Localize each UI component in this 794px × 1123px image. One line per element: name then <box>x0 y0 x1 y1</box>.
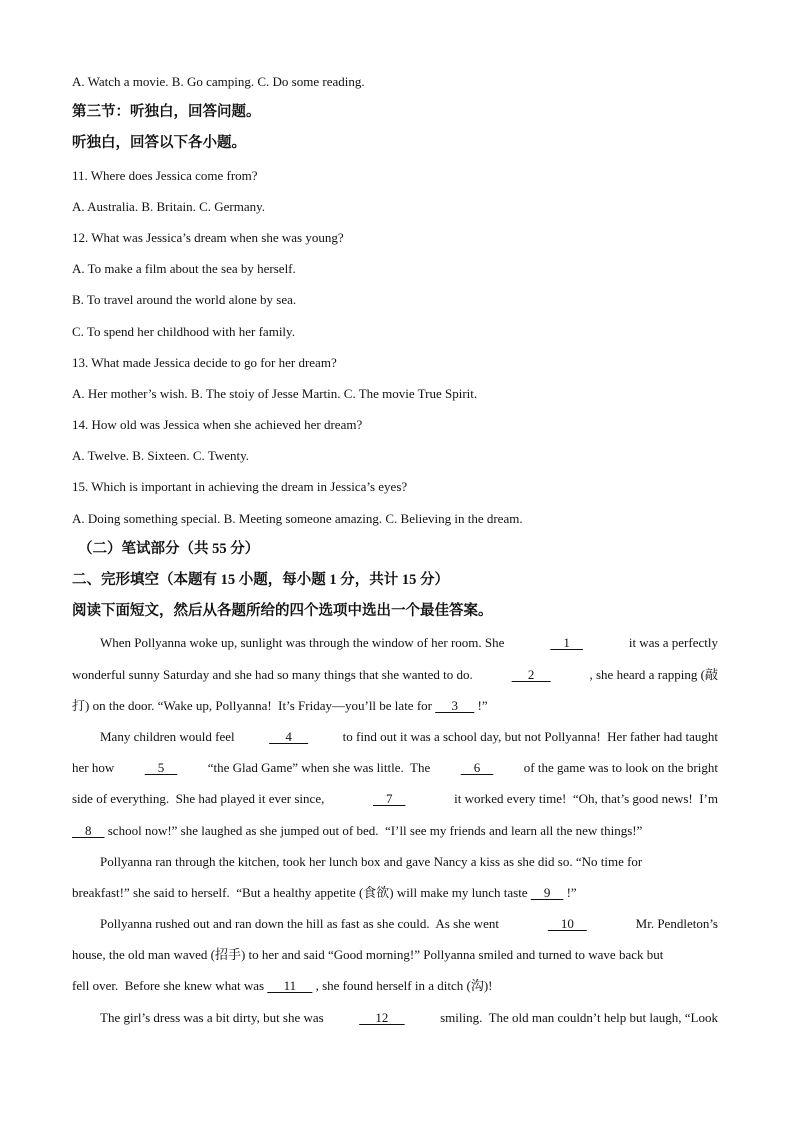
passage-line <box>72 627 718 658</box>
text-line: 听独白，回答以下各小题。 <box>72 135 246 152</box>
text-line: 二、完形填空（本题有 15 小题，每小题 1 分，共计 15 分） <box>72 572 449 588</box>
text-line: 14. How old was Jessica when she achieved her dream? <box>72 417 363 433</box>
passage-text: fell over. Before she knew what was <box>72 978 268 994</box>
passage-text: “the Glad Game” when she was little. The <box>204 760 434 776</box>
passage-text: , she found herself in a ditch (沟)! <box>312 978 493 994</box>
passage-text: Pollyanna ran through the kitchen, took her lunch box and gave Nancy a kiss as she did so. “No time for <box>100 853 643 869</box>
blank-number: 2 <box>511 666 551 682</box>
text-line: B. To travel around the world alone by sea. <box>72 292 297 308</box>
blank-number: 9 <box>530 884 564 900</box>
text-line: 13. What made Jessica decide to go for her dream? <box>72 354 337 370</box>
blank-number: 3 <box>435 697 475 713</box>
text-line: 11. Where does Jessica come from? <box>72 167 258 183</box>
text-line: A. To make a film about the sea by herself. <box>72 261 296 277</box>
passage-line <box>72 690 718 721</box>
passage-line <box>72 659 718 690</box>
blank-number: 8 <box>72 822 105 838</box>
passage-text: The girl’s dress was a bit dirty, but she was <box>100 1009 327 1025</box>
blank-number: 6 <box>460 760 494 776</box>
passage-line <box>72 877 718 908</box>
passage-text: of the game was to look on the bright <box>520 760 718 776</box>
document-content <box>72 66 718 1033</box>
blank-number: 4 <box>269 728 309 744</box>
text-line: 阅读下面短文，然后从各题所给的四个选项中选出一个最佳答案。 <box>72 603 493 620</box>
passage-line <box>72 1002 718 1033</box>
blank-number: 5 <box>144 760 178 776</box>
passage-text: her how <box>72 760 118 776</box>
text-line: （二）笔试部分（共 55 分） <box>78 540 260 557</box>
passage-line <box>72 752 718 783</box>
blank-number: 7 <box>372 791 406 807</box>
passage-text: wonderful sunny Saturday and she had so many things that she wanted to do. <box>72 666 477 682</box>
passage-line <box>72 970 718 1001</box>
text-line: A. Doing something special. B. Meeting someone amazing. C. Believing in the dream. <box>72 510 523 526</box>
passage-text: it was a perfectly <box>625 635 718 651</box>
text-line: 12. What was Jessica’s dream when she was young? <box>72 229 344 245</box>
passage-text: !” <box>563 884 577 900</box>
text-line: 15. Which is important in achieving the dream in Jessica’s eyes? <box>72 479 408 495</box>
passage-text: smiling. The old man couldn’t help but laugh, “Look <box>436 1009 718 1025</box>
passage-line <box>72 939 718 970</box>
passage-text: 打) on the door. “Wake up, Pollyanna! It’s Friday—you’ll be late for <box>72 697 436 713</box>
passage-line <box>72 721 718 752</box>
passage-text: school now!” she laughed as she jumped out of bed. “I’ll see my friends and learn all the new things!” <box>104 822 643 838</box>
passage-text: !” <box>474 697 488 713</box>
passage-line <box>72 783 718 814</box>
passage-text: side of everything. She had played it ever since, <box>72 791 328 807</box>
passage-text: Many children would feel <box>100 728 238 744</box>
passage-text: house, the old man waved (招手) to her and said “Good morning!” Pollyanna smiled and turned to wave back but <box>72 947 664 963</box>
blank-number: 12 <box>359 1009 405 1025</box>
blank-number: 10 <box>547 916 587 932</box>
text-line: A. Australia. B. Britain. C. Germany. <box>72 198 266 214</box>
passage-text: Mr. Pendleton’s <box>632 916 718 932</box>
text-line: A. Her mother’s wish. B. The stoiy of Jesse Martin. C. The movie True Spirit. <box>72 385 478 401</box>
passage-line <box>72 815 718 846</box>
passage-text: to find out it was a school day, but not Pollyanna! Her father had taught <box>339 728 718 744</box>
text-line: C. To spend her childhood with her family. <box>72 323 295 339</box>
passage-text: breakfast!” she said to herself. “But a healthy appetite (食欲) will make my lunch taste <box>72 884 531 900</box>
passage-text: it worked every time! “Oh, that’s good news! I’m <box>450 791 718 807</box>
passage-text: When Pollyanna woke up, sunlight was through the window of her room. She <box>100 635 508 651</box>
passage-text: Pollyanna rushed out and ran down the hill as fast as she could. As she went <box>100 916 503 932</box>
text-line: A. Watch a movie. B. Go camping. C. Do some reading. <box>72 74 365 89</box>
blank-number: 11 <box>267 978 313 994</box>
text-line: 第三节：听独白，回答问题。 <box>72 104 261 121</box>
passage-text: , she heard a rapping (敲 <box>586 666 718 682</box>
passage-line <box>72 846 718 877</box>
blank-number: 1 <box>550 635 583 651</box>
text-line: A. Twelve. B. Sixteen. C. Twenty. <box>72 448 250 464</box>
passage-line <box>72 908 718 939</box>
